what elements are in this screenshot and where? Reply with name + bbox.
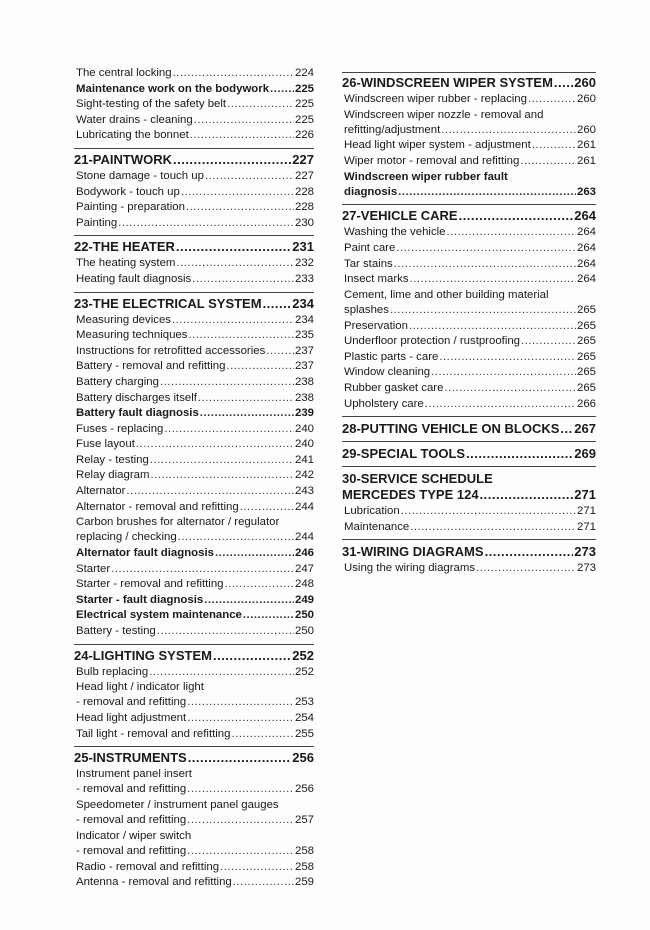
leader-dots xyxy=(270,82,294,98)
toc-entry[interactable] xyxy=(342,504,596,520)
toc-entry[interactable] xyxy=(342,334,596,350)
toc-entry-title: Painting - preparation xyxy=(76,201,185,214)
toc-entry-title: Underfloor protection / rustproofing xyxy=(344,335,521,348)
toc-entry-title: Head light wiper system - adjustment xyxy=(344,139,531,152)
toc-entry-title: Relay diagram xyxy=(76,469,150,482)
toc-entry-title: Painting xyxy=(76,216,118,229)
leader-dots xyxy=(200,406,294,422)
toc-entry-title: Bodywork - touch up xyxy=(76,185,180,198)
leader-dots xyxy=(150,453,294,469)
leader-dots xyxy=(192,272,294,288)
toc-entry-title: Alternator fault diagnosis xyxy=(76,547,214,560)
toc-page-number: 261 xyxy=(576,154,596,167)
toc-entry[interactable] xyxy=(74,562,314,578)
toc-page-number: 238 xyxy=(294,375,314,388)
toc-entry[interactable] xyxy=(74,328,314,344)
leader-dots xyxy=(194,113,294,129)
toc-page-number: 241 xyxy=(294,453,314,466)
toc-entry-title: Maintenance xyxy=(344,520,410,533)
toc-entry-title: Starter - removal and refitting xyxy=(76,578,224,591)
toc-page-number: 265 xyxy=(576,319,596,332)
toc-page-number: 254 xyxy=(294,712,314,724)
toc-entry-title: Fuses - replacing xyxy=(76,422,164,435)
toc-entry-title: Tail light - removal and refitting xyxy=(76,727,231,740)
toc-entry-title: Stone damage - touch up xyxy=(76,169,204,182)
toc-entry-title: Sight-testing of the safety belt xyxy=(76,98,227,111)
toc-entry[interactable] xyxy=(74,216,314,232)
leader-dots xyxy=(111,562,294,578)
leader-dots xyxy=(136,437,294,453)
chapter-heading[interactable]: MERCEDES TYPE 124 ..... 271 xyxy=(342,487,596,503)
toc-page-number: 265 xyxy=(576,381,596,394)
toc-entry-title: Lubricating the bonnet xyxy=(76,129,189,142)
leader-dots xyxy=(226,359,294,375)
toc-entry-title: The heating system xyxy=(76,257,176,270)
toc-entry-title: Measuring techniques xyxy=(76,329,188,342)
toc-entry-title: Maintenance work on the bodywork xyxy=(76,82,270,95)
toc-entry-title: Relay - testing xyxy=(76,453,149,466)
chapter-heading[interactable]: 22-THE HEATER ..... 231 xyxy=(74,239,314,255)
chapter-heading[interactable]: 28-PUTTING VEHICLE ON BLOCKS ..... 267 xyxy=(342,421,596,437)
toc-page-number: 228 xyxy=(294,201,314,214)
leader-dots xyxy=(187,711,294,727)
toc-entry[interactable] xyxy=(74,200,314,216)
toc-page-number: 237 xyxy=(294,360,314,373)
leader-dots xyxy=(172,313,294,329)
toc-entry-title-cont: - removal and refitting xyxy=(76,844,187,857)
toc-entry-title: Speedometer / instrument panel gauges xyxy=(76,798,279,811)
leader-dots xyxy=(198,391,294,407)
toc-entry[interactable] xyxy=(342,319,596,335)
chapter-24 xyxy=(74,644,314,743)
toc-entry-title: Battery - removal and refitting xyxy=(76,360,226,373)
toc-entry-title: Wiper motor - removal and refitting xyxy=(344,154,520,167)
leader-dots xyxy=(425,397,576,413)
toc-entry[interactable] xyxy=(74,359,314,375)
toc-page-number: 248 xyxy=(294,578,314,591)
leader-dots xyxy=(227,97,294,113)
toc-entry[interactable] xyxy=(74,593,314,609)
chapter-27 xyxy=(342,204,596,412)
toc-entry[interactable]: Bulb replacing ..... 252 xyxy=(74,665,314,681)
chapter-heading[interactable]: 29-SPECIAL TOOLS ..... 269 xyxy=(342,446,596,462)
chapter-25 xyxy=(74,746,314,891)
toc-entry[interactable]: Windscreen wiper rubber - replacing ..... 260 xyxy=(342,92,596,108)
leader-dots xyxy=(215,546,294,562)
toc-entry-multiline[interactable]: Windscreen wiper nozzle - removal and refitting/adjustment ..... 260 xyxy=(342,108,596,139)
chapter-26 xyxy=(342,72,596,200)
toc-page-number: 264 xyxy=(576,273,596,286)
leader-dots xyxy=(150,468,294,484)
toc-entry-title: Starter xyxy=(76,562,111,575)
toc-entry-title: Instrument panel insert xyxy=(76,768,192,781)
toc-page-number: 265 xyxy=(576,350,596,363)
toc-page-number: 235 xyxy=(294,329,314,342)
toc-entry[interactable] xyxy=(74,97,314,113)
leader-dots xyxy=(396,241,576,257)
toc-entry-title: Battery discharges itself xyxy=(76,391,197,404)
chapter-28 xyxy=(342,416,596,437)
toc-group-bodywork xyxy=(74,66,314,144)
toc-entry[interactable] xyxy=(74,128,314,144)
toc-page-number: 226 xyxy=(294,129,314,142)
toc-entry-title: Radio - removal and refitting xyxy=(76,860,220,873)
toc-page-number: 255 xyxy=(294,727,314,740)
leader-dots xyxy=(187,813,294,829)
chapter-heading[interactable]: 23-THE ELECTRICAL SYSTEM ..... 234 xyxy=(74,296,314,312)
toc-page-number: 258 xyxy=(294,860,314,873)
leader-dots xyxy=(160,375,294,391)
toc-entry[interactable] xyxy=(342,397,596,413)
toc-entry[interactable] xyxy=(74,272,314,288)
toc-entry[interactable] xyxy=(74,66,314,82)
toc-page-number: 239 xyxy=(294,407,314,420)
leader-dots xyxy=(233,875,294,891)
toc-entry-title: Upholstery care xyxy=(344,397,424,410)
toc-entry-title: Battery charging xyxy=(76,375,159,388)
toc-entry[interactable] xyxy=(74,727,314,743)
toc-page-number: 238 xyxy=(294,391,314,404)
chapter-heading[interactable]: 27-VEHICLE CARE ..... 264 xyxy=(342,208,596,224)
toc-entry-multiline[interactable] xyxy=(74,829,314,860)
toc-entry[interactable] xyxy=(74,860,314,876)
toc-entry-multiline[interactable]: Windscreen wiper rubber fault diagnosis ..... 263 xyxy=(342,170,596,201)
toc-entry[interactable] xyxy=(342,272,596,288)
chapter-23 xyxy=(74,292,314,640)
leader-dots xyxy=(444,381,576,397)
toc-entry[interactable] xyxy=(74,577,314,593)
toc-entry-title: Fuse layout xyxy=(76,438,135,451)
toc-entry-title: Head light adjustment xyxy=(76,712,187,724)
toc-page-number: 249 xyxy=(294,593,314,606)
toc-entry-title: Window cleaning xyxy=(344,366,431,379)
toc-entry[interactable] xyxy=(74,313,314,329)
leader-dots xyxy=(157,624,294,640)
toc-entry[interactable] xyxy=(342,350,596,366)
leader-dots xyxy=(190,128,294,144)
toc-page-number: 261 xyxy=(576,139,596,152)
chapter-heading[interactable]: 21-PAINTWORK ..... 227 xyxy=(74,152,314,168)
leader-dots xyxy=(401,504,576,520)
toc-entry-title: Alternator xyxy=(76,485,126,498)
toc-page-number: 234 xyxy=(294,313,314,326)
toc-entry[interactable] xyxy=(342,561,596,577)
toc-entry[interactable] xyxy=(342,154,596,170)
leader-dots xyxy=(118,216,294,232)
leader-dots xyxy=(186,200,294,216)
toc-right-column xyxy=(342,66,596,577)
toc-page-number: 273 xyxy=(576,562,596,575)
leader-dots xyxy=(205,169,294,185)
leader-dots xyxy=(181,185,294,201)
toc-entry[interactable] xyxy=(74,484,314,500)
toc-entry[interactable] xyxy=(74,875,314,891)
toc-page-number: 257 xyxy=(294,814,314,827)
toc-entry[interactable] xyxy=(74,344,314,360)
toc-entry[interactable] xyxy=(342,138,596,154)
toc-page-number: 240 xyxy=(294,422,314,435)
leader-dots xyxy=(447,225,576,241)
leader-dots xyxy=(394,257,576,273)
leader-dots xyxy=(266,344,294,360)
toc-entry-title: Tar stains xyxy=(344,257,393,270)
toc-entry[interactable] xyxy=(342,520,596,536)
toc-entry-title: Battery - testing xyxy=(76,625,156,638)
leader-dots xyxy=(476,561,576,577)
toc-page-number: 266 xyxy=(576,397,596,410)
toc-entry[interactable] xyxy=(74,608,314,624)
toc-entry-title: Using the wiring diagrams xyxy=(344,562,476,575)
leader-dots xyxy=(220,860,294,876)
toc-entry[interactable] xyxy=(74,185,314,201)
toc-entry-title: Heating fault diagnosis xyxy=(76,272,192,285)
toc-entry[interactable] xyxy=(74,711,314,727)
leader-dots xyxy=(439,350,576,366)
toc-entry-title: Rubber gasket care xyxy=(344,381,444,394)
leader-dots xyxy=(204,593,294,609)
toc-page-number: 265 xyxy=(576,366,596,379)
chapter-31 xyxy=(342,539,596,577)
leader-dots xyxy=(225,577,294,593)
chapter-heading[interactable]: 25-INSTRUMENTS ..... 256 xyxy=(74,750,314,766)
toc-entry[interactable] xyxy=(74,113,314,129)
toc-page-number: 243 xyxy=(294,485,314,498)
toc-entry-title-cont: - removal and refitting xyxy=(76,814,187,827)
toc-entry[interactable] xyxy=(74,437,314,453)
toc-entry[interactable] xyxy=(74,256,314,272)
toc-page-number: 258 xyxy=(294,844,314,857)
toc-entry-multiline[interactable]: Carbon brushes for alternator / regulator replacing / checking ..... 244 xyxy=(74,515,314,546)
toc-page-number: 225 xyxy=(294,113,314,126)
toc-entry[interactable] xyxy=(74,375,314,391)
chapter-29 xyxy=(342,441,596,462)
toc-entry-title: Indicator / wiper switch xyxy=(76,829,192,842)
toc-entry[interactable] xyxy=(74,391,314,407)
toc-entry[interactable] xyxy=(342,381,596,397)
toc-page-number: 228 xyxy=(294,185,314,198)
leader-dots xyxy=(520,154,576,170)
toc-entry-title: The central locking xyxy=(76,67,172,79)
leader-dots xyxy=(243,608,294,624)
leader-dots xyxy=(126,484,294,500)
toc-entry[interactable] xyxy=(342,241,596,257)
toc-page-number: 264 xyxy=(576,257,596,270)
toc-page-number: 271 xyxy=(576,520,596,533)
leader-dots xyxy=(188,328,294,344)
toc-entry-title: Instructions for retrofitted accessories xyxy=(76,344,266,357)
leader-dots xyxy=(187,782,294,798)
toc-entry-title: Measuring devices xyxy=(76,313,171,326)
toc-entry-multiline[interactable] xyxy=(74,767,314,798)
toc-page-number: 225 xyxy=(294,82,314,95)
chapter-30 xyxy=(342,466,596,535)
toc-entry[interactable] xyxy=(74,422,314,438)
toc-page-number: 233 xyxy=(294,272,314,285)
toc-page-number: 237 xyxy=(294,344,314,357)
toc-page-number: 271 xyxy=(576,505,596,518)
leader-dots xyxy=(173,66,294,82)
toc-page-number: 265 xyxy=(576,335,596,348)
chapter-21 xyxy=(74,148,314,231)
toc-entry-multiline[interactable]: Cement, lime and other building material splashes ..... 265 xyxy=(342,288,596,319)
toc-page-number: 224 xyxy=(294,67,314,79)
leader-dots xyxy=(240,500,294,516)
toc-page-number: 247 xyxy=(294,562,314,575)
chapter-heading[interactable]: 31-WIRING DIAGRAMS ..... 273 xyxy=(342,544,596,560)
leader-dots xyxy=(409,319,576,335)
toc-page-number: 242 xyxy=(294,469,314,482)
toc-entry[interactable] xyxy=(74,500,314,516)
toc-page-number: 232 xyxy=(294,257,314,270)
toc-page-number: 259 xyxy=(294,876,314,889)
chapter-22 xyxy=(74,235,314,287)
toc-entry[interactable] xyxy=(74,624,314,640)
toc-entry[interactable] xyxy=(74,546,314,562)
toc-entry-title: Water drains - cleaning xyxy=(76,113,193,126)
toc-entry[interactable] xyxy=(342,225,596,241)
toc-page-number: 246 xyxy=(294,547,314,560)
toc-entry-title-cont: - removal and refitting xyxy=(76,783,187,796)
toc-page-number: 240 xyxy=(294,438,314,451)
leader-dots xyxy=(521,334,576,350)
toc-left-column xyxy=(74,66,314,891)
toc-page-number: 250 xyxy=(294,625,314,638)
leader-dots xyxy=(410,520,576,536)
leader-dots xyxy=(410,272,576,288)
leader-dots xyxy=(431,365,576,381)
toc-page-number: 244 xyxy=(294,500,314,513)
toc-entry-title: Electrical system maintenance xyxy=(76,609,242,622)
toc-entry-title: Starter - fault diagnosis xyxy=(76,593,204,606)
toc-entry-title: Insect marks xyxy=(344,273,409,286)
toc-page-number: 250 xyxy=(294,609,314,622)
leader-dots xyxy=(187,844,294,860)
toc-entry[interactable] xyxy=(342,365,596,381)
toc-entry[interactable] xyxy=(74,468,314,484)
toc-entry-title: Lubrication xyxy=(344,505,400,518)
leader-dots xyxy=(164,422,294,438)
toc-entry-title: Plastic parts - care xyxy=(344,350,439,363)
toc-entry-title: Paint care xyxy=(344,241,396,254)
toc-entry-title: Battery fault diagnosis xyxy=(76,407,199,420)
toc-entry-multiline[interactable]: Head light / indicator light - removal and refitting ..... 253 xyxy=(74,680,314,711)
toc-entry[interactable] xyxy=(74,82,314,98)
toc-entry[interactable] xyxy=(342,257,596,273)
toc-entry-multiline[interactable] xyxy=(74,798,314,829)
chapter-heading[interactable]: 26-WINDSCREEN WIPER SYSTEM ..... 260 xyxy=(342,75,596,91)
toc-entry-title: Alternator - removal and refitting xyxy=(76,500,239,513)
toc-page-number: 264 xyxy=(576,241,596,254)
toc-page-number: 264 xyxy=(576,226,596,239)
chapter-heading[interactable]: 24-LIGHTING SYSTEM ..... 252 xyxy=(74,648,314,664)
leader-dots xyxy=(532,138,576,154)
toc-page-number: 256 xyxy=(294,783,314,796)
toc-entry-title: Washing the vehicle xyxy=(344,226,446,239)
toc-entry-title: Antenna - removal and refitting xyxy=(76,876,232,889)
toc-page-number: 227 xyxy=(294,169,314,182)
toc-page-number: 225 xyxy=(294,98,314,111)
leader-dots xyxy=(231,727,294,743)
chapter-heading-line1[interactable]: 30-SERVICE SCHEDULE xyxy=(342,471,493,487)
toc-page-number: 230 xyxy=(294,216,314,229)
toc-entry[interactable] xyxy=(74,406,314,422)
leader-dots xyxy=(176,256,294,272)
toc-entry[interactable] xyxy=(74,169,314,185)
toc-entry[interactable] xyxy=(74,453,314,469)
toc-entry-title: Preservation xyxy=(344,319,408,332)
